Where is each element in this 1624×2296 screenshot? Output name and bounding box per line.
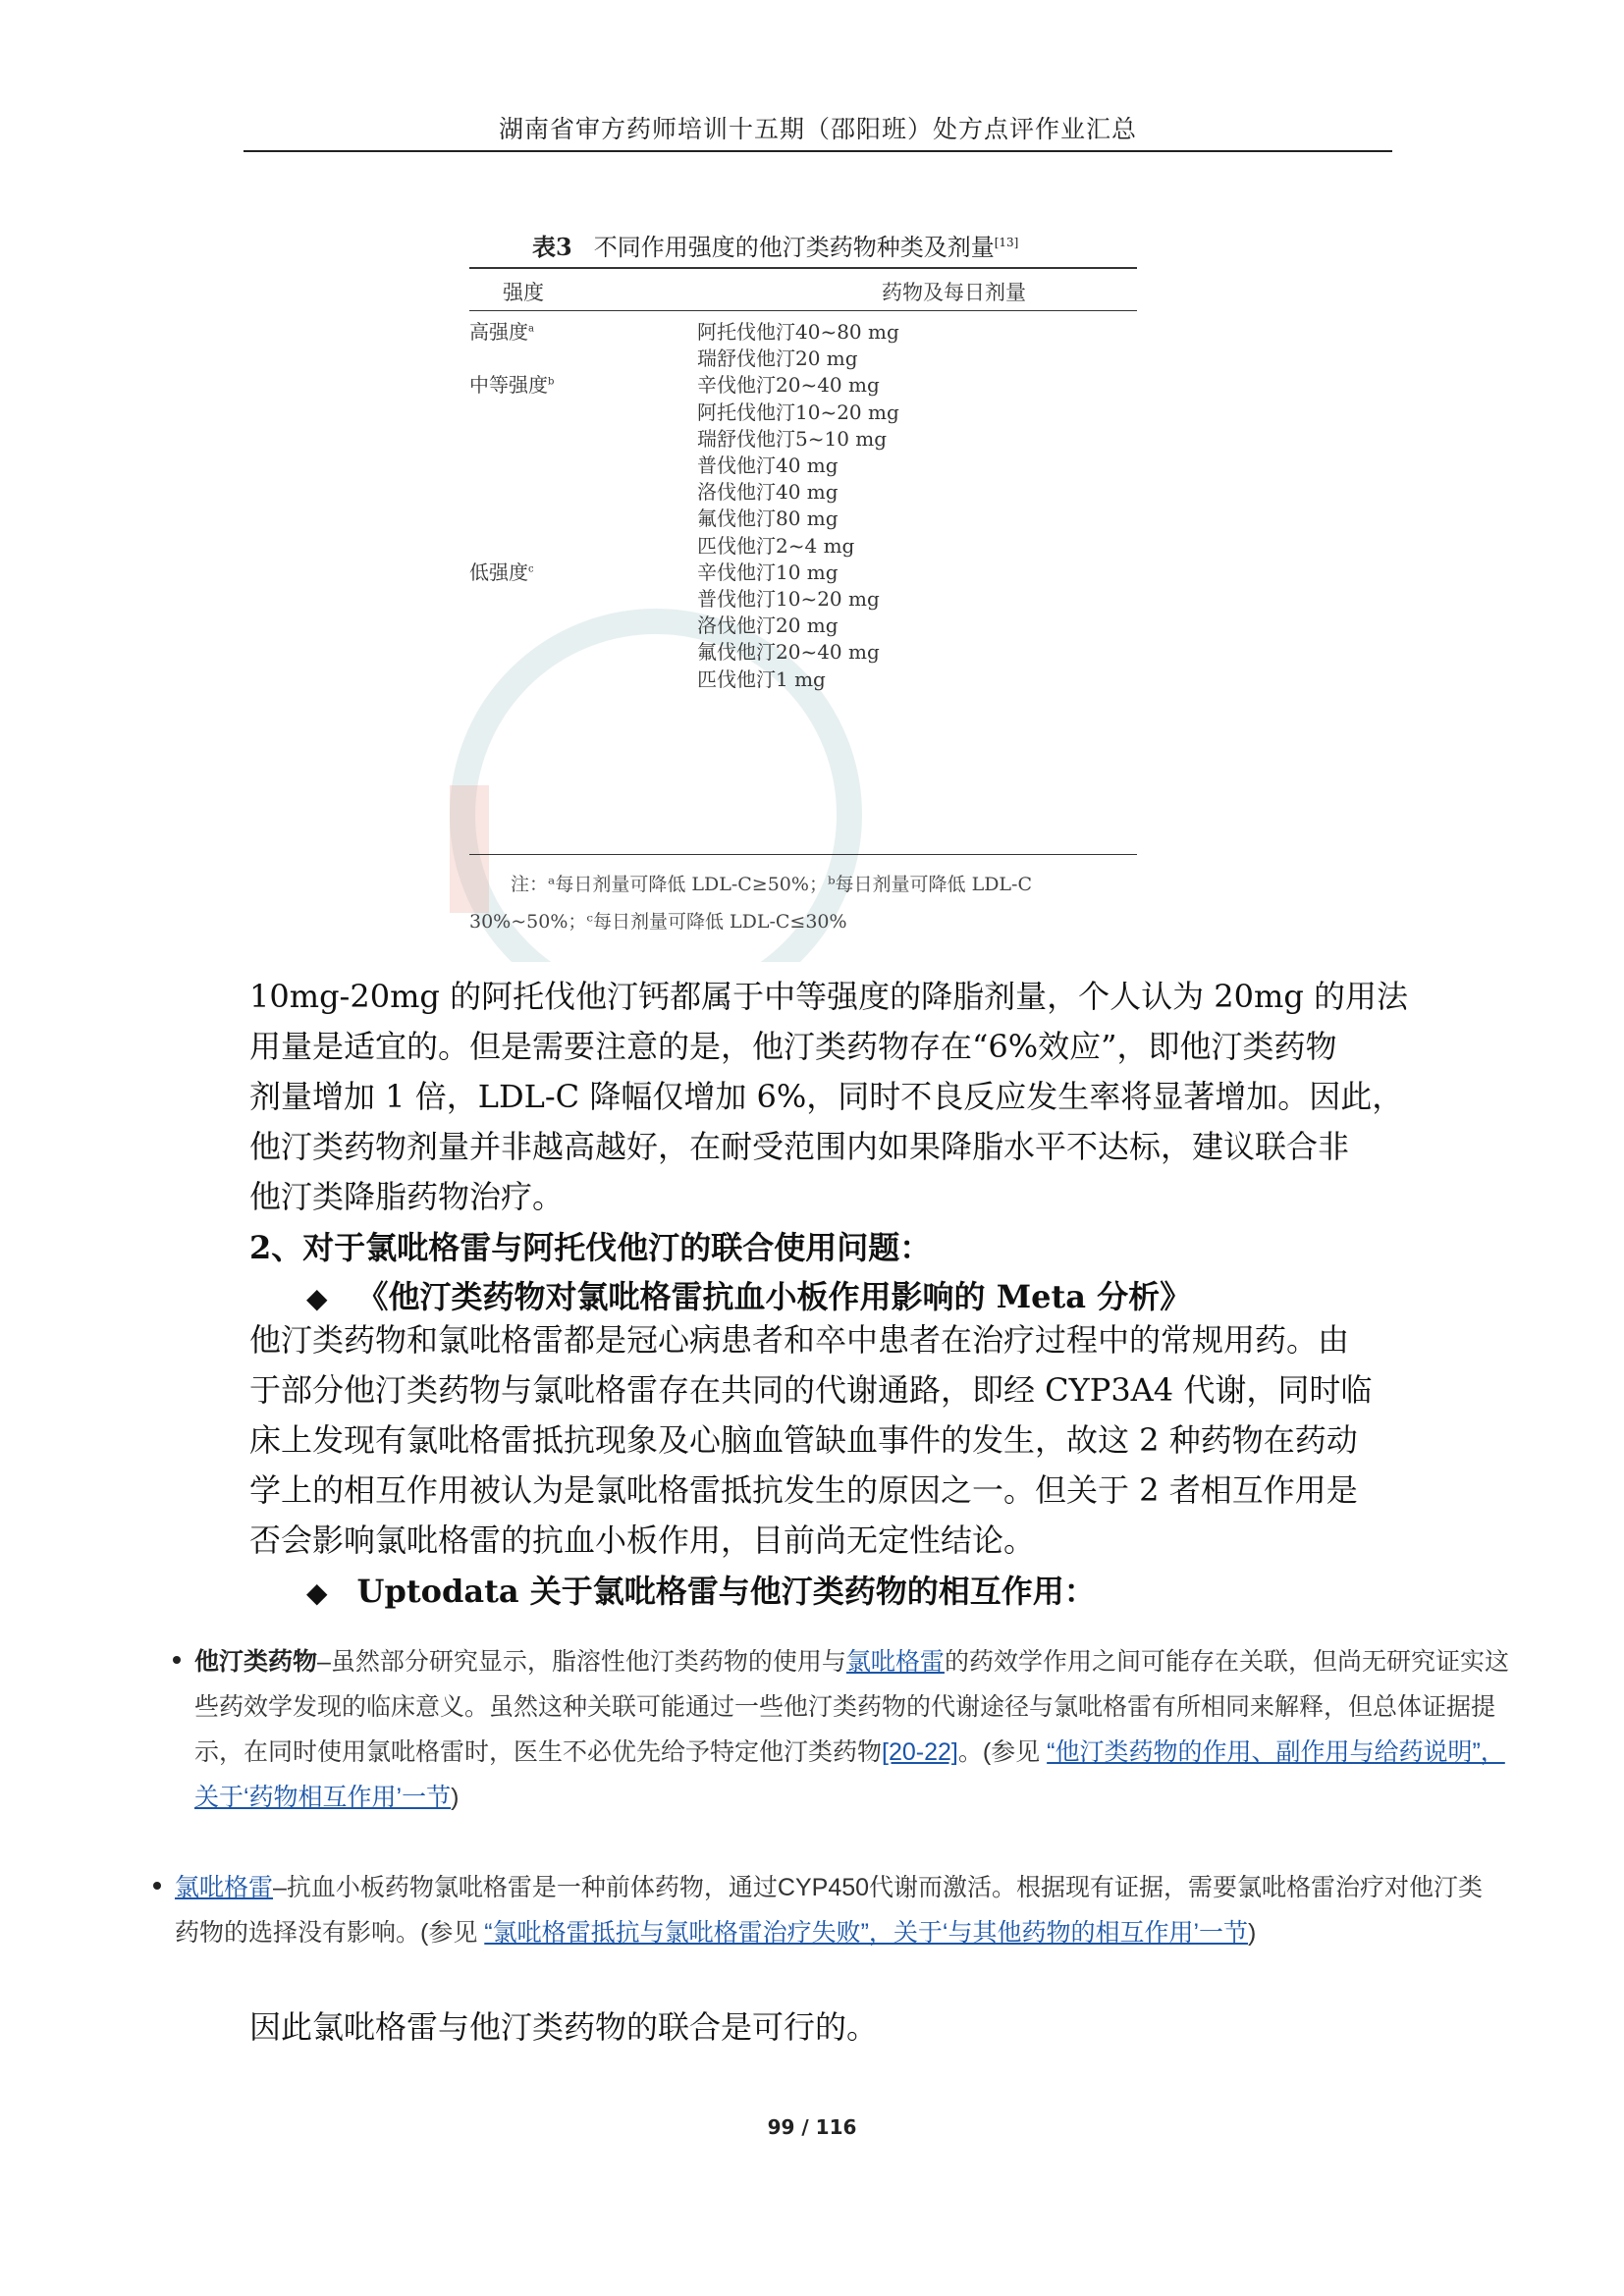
table-note-line-1: 注：ᵃ每日剂量可降低 LDL-C≥50%；ᵇ每日剂量可降低 LDL-C	[511, 874, 1033, 895]
intensity-label: 低强度	[469, 560, 528, 584]
excerpt-text: 示，在同时使用氯吡格雷时，医生不必优先给予特定他汀类药物	[194, 1738, 883, 1766]
current-page: 99	[767, 2115, 795, 2139]
link-clopidogrel-term[interactable]: 氯吡格雷	[175, 1874, 274, 1901]
intensity-footnote-mark: c	[528, 563, 534, 575]
text-line: 否会影响氯吡格雷的抗血小板作用，目前尚无定性结论。	[249, 1522, 1036, 1559]
table-title	[532, 228, 1018, 262]
paragraph-dose-effect	[249, 972, 1408, 1222]
uptodate-excerpt-statins	[173, 1639, 1547, 1820]
page-separator: /	[801, 2115, 809, 2139]
text-line: 因此氯吡格雷与他汀类药物的联合是可行的。	[249, 2008, 879, 2046]
header-divider	[244, 150, 1392, 152]
statin-intensity-table	[450, 216, 1153, 962]
table-drug-dose-cell: 瑞舒伐他汀20 mg	[697, 347, 858, 371]
table-header-rule	[469, 310, 1137, 311]
text-line: 10mg-20mg 的阿托伐他汀钙都属于中等强度的降脂剂量，个人认为 20mg 的用法	[249, 978, 1408, 1015]
bullet-dot-icon	[173, 1656, 181, 1664]
paragraph-interaction	[249, 1315, 1398, 1566]
table-caption: 不同作用强度的他汀类药物种类及剂量	[593, 234, 995, 261]
section-heading-2: 2、对于氯吡格雷与阿托伐他汀的联合使用问题：	[249, 1229, 932, 1266]
excerpt-line	[173, 1730, 1547, 1775]
excerpt-text: 的药效学作用之间可能存在关联，但尚无研究证实这	[944, 1648, 1509, 1676]
excerpt-text: )	[451, 1784, 460, 1811]
text-line: 他汀类药物剂量并非越高越好，在耐受范围内如果降脂水平不达标，建议联合非	[249, 1128, 1350, 1165]
excerpt-text: 。(参见	[957, 1738, 1048, 1766]
table-drug-dose-cell: 辛伐他汀20~40 mg	[697, 373, 880, 398]
table-drug-dose-cell: 普伐他汀10~20 mg	[697, 587, 880, 611]
table-top-rule	[469, 267, 1137, 269]
watermark-stamp	[450, 785, 489, 913]
table-header-drug-dose: 药物及每日剂量	[882, 281, 1026, 304]
bullet-meta-analysis	[306, 1272, 1191, 1317]
table-drug-dose-cell: 辛伐他汀10 mg	[697, 560, 839, 584]
bullet-text: Uptodata 关于氯吡格雷与他汀类药物的相互作用：	[356, 1573, 1096, 1610]
table-drug-dose-cell: 普伐他汀40 mg	[697, 454, 839, 477]
bullet-uptodate	[306, 1567, 1096, 1612]
text-line: 剂量增加 1 倍，LDL-C 降幅仅增加 6%，同时不良反应发生率将显著增加。因此，	[249, 1078, 1404, 1115]
uptodate-excerpt-clopidogrel	[153, 1865, 1528, 1955]
intensity-footnote-mark: a	[528, 323, 534, 335]
excerpt-text: )	[1248, 1919, 1257, 1947]
text-line: 于部分他汀类药物与氯吡格雷存在共同的代谢通路，即经 CYP3A4 代谢，同时临	[249, 1371, 1373, 1409]
diamond-bullet-icon: ◆	[306, 1282, 328, 1314]
link-clopidogrel[interactable]: 氯吡格雷	[845, 1648, 945, 1676]
intensity-label: 高强度	[469, 320, 528, 344]
text-line: 用量是适宜的。但是需要注意的是，他汀类药物存在“6%效应”，即他汀类药物	[249, 1028, 1337, 1065]
table-drug-dose-cell: 匹伐他汀1 mg	[697, 667, 826, 691]
excerpt-line	[153, 1865, 1528, 1910]
link-drug-interactions-section[interactable]: 关于‘药物相互作用’一节	[194, 1784, 452, 1811]
excerpt-line	[153, 1910, 1528, 1955]
page-header-title: 湖南省审方药师培训十五期（邵阳班）处方点评作业汇总	[498, 115, 1137, 143]
intensity-footnote-mark: b	[548, 376, 555, 388]
excerpt-line	[173, 1639, 1547, 1684]
total-pages: 116	[815, 2115, 857, 2139]
table-note-line-2: 30%~50%；ᶜ每日剂量可降低 LDL-C≤30%	[469, 911, 847, 933]
conclusion	[249, 2002, 1398, 2053]
table-drug-dose-cell: 阿托伐他汀40~80 mg	[697, 320, 899, 344]
table-drug-dose-cell: 氟伐他汀20~40 mg	[697, 640, 880, 665]
text-line: 他汀类药物和氯吡格雷都是冠心病患者和卒中患者在治疗过程中的常规用药。由	[249, 1321, 1350, 1359]
intensity-label: 中等强度	[469, 373, 548, 398]
table-bottom-rule	[469, 854, 1137, 855]
text-line: 他汀类降脂药物治疗。	[249, 1178, 565, 1215]
table-header-intensity: 强度	[503, 281, 544, 304]
bullet-dot-icon	[153, 1882, 161, 1890]
excerpt-text: –虽然部分研究显示，脂溶性他汀类药物的使用与	[317, 1648, 846, 1676]
table-drug-dose-cell: 洛伐他汀40 mg	[697, 480, 839, 505]
table-drug-dose-cell: 氟伐他汀80 mg	[697, 507, 839, 531]
table-drug-dose-cell: 阿托伐他汀10~20 mg	[697, 400, 899, 424]
excerpt-line	[173, 1775, 1547, 1820]
text-line: 学上的相互作用被认为是氯吡格雷抵抗发生的原因之一。但关于 2 者相互作用是	[249, 1471, 1358, 1509]
table-drug-dose-cell: 瑞舒伐他汀5~10 mg	[697, 426, 888, 451]
table-drug-dose-cell: 洛伐他汀20 mg	[697, 614, 839, 638]
diamond-bullet-icon: ◆	[306, 1576, 328, 1609]
table-label: 表3	[532, 233, 572, 261]
page-number	[0, 2115, 1624, 2139]
table-intensity-cell	[469, 369, 554, 398]
table-reference: [13]	[994, 236, 1019, 249]
table-intensity-cell	[469, 316, 534, 345]
link-reference[interactable]: [20-22]	[882, 1738, 958, 1766]
table-intensity-cell	[469, 557, 534, 585]
excerpt-text: 药物的选择没有影响。(参见	[175, 1919, 485, 1947]
bullet-text: 《他汀类药物对氯吡格雷抗血小板作用影响的 Meta 分析》	[356, 1278, 1192, 1315]
link-clopidogrel-resistance[interactable]: “氯吡格雷抵抗与氯吡格雷治疗失败”，关于‘与其他药物的相互作用’一节	[484, 1919, 1249, 1947]
text-line: 床上发现有氯吡格雷抵抗现象及心脑血管缺血事件的发生，故这 2 种药物在药动	[249, 1421, 1358, 1459]
excerpt-term: 他汀类药物	[194, 1648, 318, 1676]
table-drug-dose-cell: 匹伐他汀2~4 mg	[697, 533, 855, 558]
excerpt-text: –抗血小板药物氯吡格雷是一种前体药物，通过CYP450代谢而激活。根据现有证据，需要氯吡格雷治疗对他汀类	[273, 1874, 1484, 1901]
excerpt-line: 些药效学发现的临床意义。虽然这种关联可能通过一些他汀类药物的代谢途径与氯吡格雷有所相同来解释，但总体证据提	[194, 1693, 1496, 1721]
link-statin-topic[interactable]: “他汀类药物的作用、副作用与给药说明”，	[1047, 1738, 1505, 1766]
